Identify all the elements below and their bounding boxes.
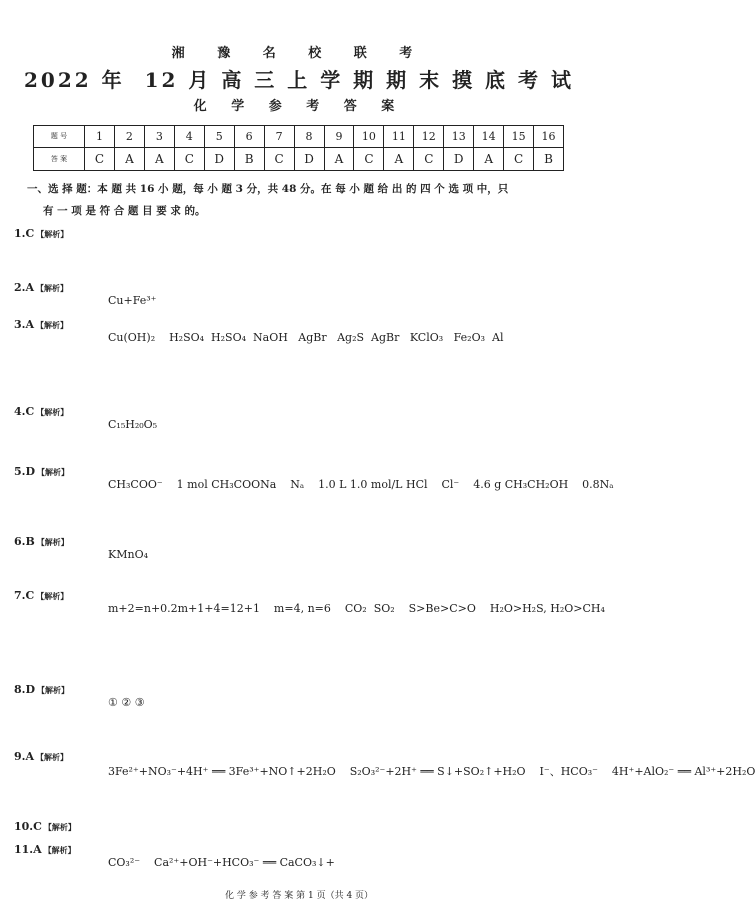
- question-answer: A: [33, 843, 42, 856]
- question-number: 4.: [14, 405, 26, 418]
- answer-cell: C: [174, 147, 204, 170]
- question-number-cell: 3: [144, 126, 174, 148]
- question-formula-text: KMnO₄: [108, 548, 148, 561]
- section-line-1: 一、选 择 题：本 题 共 16 小 题，每 小 题 3 分，共 48 分。在 每 小 题 给 出 的 四 个 选 项 中，只: [27, 183, 509, 195]
- question-number-cell: 10: [354, 126, 384, 148]
- page-footer: 化 学 参 考 答 案 第 1 页（共 4 页）: [224, 891, 374, 901]
- question-answer: B: [25, 535, 35, 548]
- question-answer: C: [25, 227, 35, 240]
- question-item: [14, 530, 69, 549]
- question-answer: A: [25, 318, 35, 331]
- question-number-cell: 7: [264, 126, 294, 148]
- question-number: 3.: [14, 318, 26, 331]
- question-formula-text: C₁₅H₂₀O₅: [108, 418, 158, 431]
- answer-row: [34, 147, 564, 170]
- answer-cell: A: [474, 147, 504, 170]
- answer-table: [33, 125, 564, 171]
- question-formula-text: CH₃COO⁻ 1 mol CH₃COONa Nₐ 1.0 L 1.0 mol/L HCl Cl⁻ 4.6 g CH₃CH₂OH 0.8Nₐ: [108, 478, 614, 491]
- question-formula-text: CO₃²⁻ Ca²⁺+OH⁻+HCO₃⁻ ══ CaCO₃↓+: [108, 856, 335, 869]
- answer-cell: D: [444, 147, 474, 170]
- answer-cell: A: [144, 147, 174, 170]
- analysis-tag: 【解析】: [36, 283, 69, 293]
- analysis-tag: 【解析】: [36, 229, 69, 239]
- question-number: 7.: [14, 589, 26, 602]
- question-number-cell: 5: [204, 126, 234, 148]
- question-number-cell: 4: [174, 126, 204, 148]
- question-answer: D: [25, 683, 36, 696]
- question-answer: C: [33, 820, 42, 833]
- analysis-tag: 【解析】: [43, 822, 76, 832]
- answer-cell: C: [354, 147, 384, 170]
- answer-cell: A: [114, 147, 144, 170]
- analysis-tag: 【解析】: [37, 685, 70, 695]
- answer-cell: C: [85, 147, 115, 170]
- answer-cell: D: [294, 147, 324, 170]
- question-formula-text: Cu+Fe³⁺: [108, 294, 157, 307]
- question-number: 1.: [14, 227, 26, 240]
- question-number-cell: 14: [474, 126, 504, 148]
- answer-cell: D: [204, 147, 234, 170]
- question-item: [14, 838, 76, 857]
- question-number-cell: 13: [444, 126, 474, 148]
- question-item: [14, 313, 68, 332]
- question-number-cell: 15: [504, 126, 534, 148]
- answer-cell: B: [534, 147, 564, 170]
- answer-key-title: 化 学 参 考 答 案: [193, 99, 405, 114]
- question-answer: C: [25, 589, 35, 602]
- analysis-tag: 【解析】: [36, 320, 69, 330]
- question-number: 11.: [14, 843, 34, 856]
- analysis-tag: 【解析】: [37, 467, 70, 477]
- question-number: 2.: [14, 281, 26, 294]
- question-number-cell: 1: [85, 126, 115, 148]
- question-item: [14, 460, 69, 479]
- question-answer: D: [25, 465, 36, 478]
- question-number-cell: 9: [324, 126, 354, 148]
- question-item: [14, 678, 69, 697]
- row-header-number: 题 号: [34, 126, 85, 148]
- exam-title: 2022 年 12 月 高 三 上 学 期 期 末 摸 底 考 试: [24, 68, 574, 92]
- analysis-tag: 【解析】: [36, 591, 69, 601]
- question-number: 9.: [14, 750, 26, 763]
- answer-cell: C: [264, 147, 294, 170]
- question-answer: A: [25, 281, 35, 294]
- question-item: [14, 400, 68, 419]
- answer-cell: A: [384, 147, 414, 170]
- number-row: [34, 126, 564, 148]
- answer-cell: A: [324, 147, 354, 170]
- analysis-tag: 【解析】: [43, 845, 76, 855]
- analysis-tag: 【解析】: [36, 752, 69, 762]
- question-number-cell: 12: [414, 126, 444, 148]
- question-number: 6.: [14, 535, 26, 548]
- question-formula-text: ① ② ③: [108, 696, 145, 709]
- analysis-tag: 【解析】: [36, 537, 69, 547]
- question-item: [14, 745, 68, 764]
- question-item: [14, 222, 68, 241]
- section-line-2: 有 一 项 是 符 合 题 目 要 求 的。: [43, 205, 206, 217]
- question-number-cell: 16: [534, 126, 564, 148]
- question-number: 10.: [14, 820, 34, 833]
- answer-cell: C: [504, 147, 534, 170]
- question-number-cell: 8: [294, 126, 324, 148]
- answer-cell: C: [414, 147, 444, 170]
- question-answer: C: [25, 405, 35, 418]
- question-item: [14, 815, 76, 834]
- answer-cell: B: [234, 147, 264, 170]
- question-formula-text: Cu(OH)₂ H₂SO₄ H₂SO₄ NaOH AgBr Ag₂S AgBr KClO₃ Fe₂O₃ Al: [108, 331, 504, 344]
- question-number-cell: 6: [234, 126, 264, 148]
- question-number: 5.: [14, 465, 26, 478]
- question-answer: A: [25, 750, 35, 763]
- exam-org-title: 湘 豫 名 校 联 考: [171, 46, 427, 61]
- analysis-tag: 【解析】: [36, 407, 69, 417]
- question-formula-text: 3Fe²⁺+NO₃⁻+4H⁺ ══ 3Fe³⁺+NO↑+2H₂O S₂O₃²⁻+2H⁺ ══ S↓+SO₂↑+H₂O I⁻、HCO₃⁻ 4H⁺+AlO₂⁻ ══ Al³⁺+2H₂O: [108, 765, 755, 778]
- question-number: 8.: [14, 683, 26, 696]
- question-number-cell: 11: [384, 126, 414, 148]
- question-number-cell: 2: [114, 126, 144, 148]
- question-item: [14, 584, 68, 603]
- question-formula-text: m+2=n+0.2m+1+4=12+1 m=4, n=6 CO₂ SO₂ S>Be>C>O H₂O>H₂S, H₂O>CH₄: [108, 602, 605, 615]
- section-heading: [27, 178, 572, 222]
- row-header-answer: 答 案: [34, 147, 85, 170]
- question-item: [14, 276, 68, 295]
